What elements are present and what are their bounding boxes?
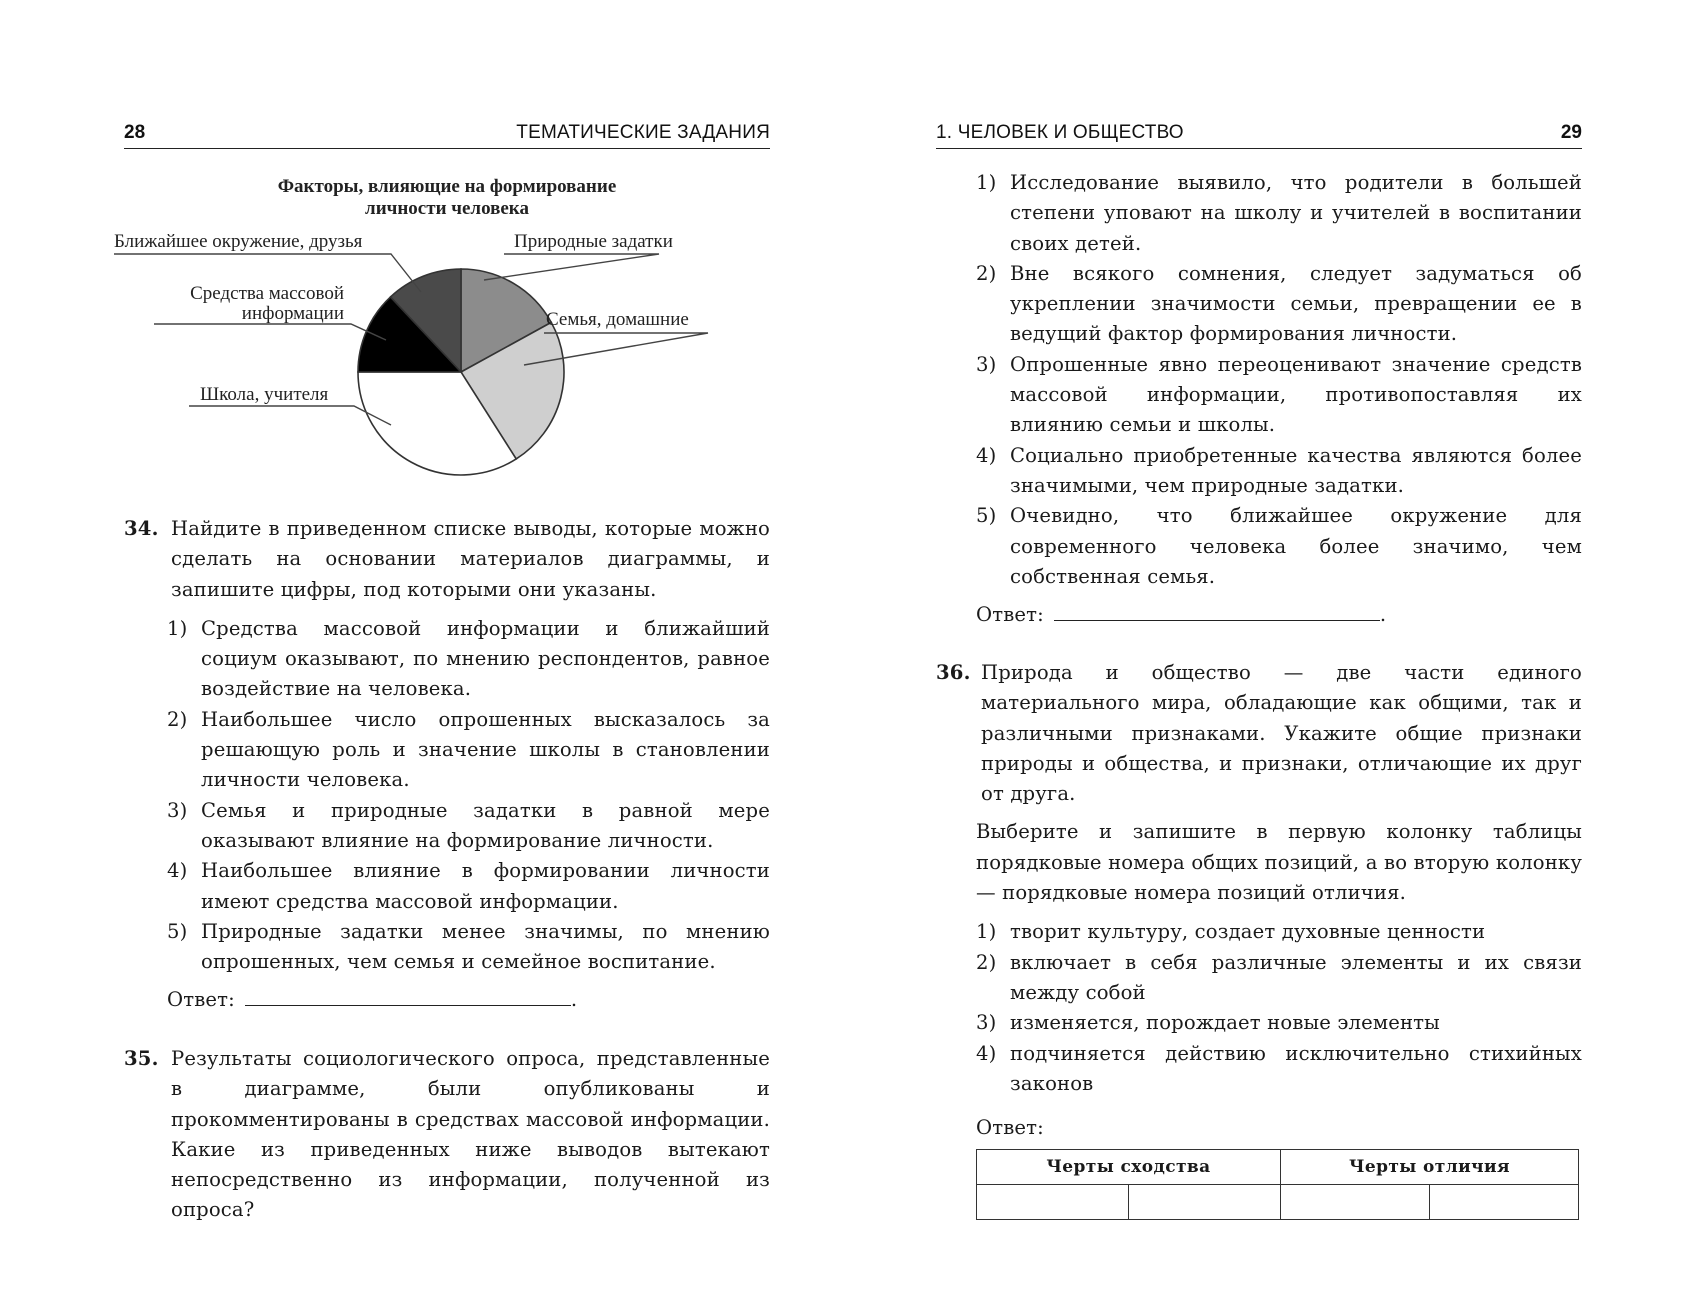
option: 5) Природные задатки менее значимы, по мнению опрошенных, чем семья и семейное воспитание. bbox=[167, 919, 770, 974]
option: 4) Наибольшее влияние в формировании личности имеют средства массовой информации. bbox=[167, 859, 770, 913]
task-36-instruction: Выберите и запишите в первую колонку таблицы порядковые номера общих позиций, а во вторую колонку — порядковые номера позиций отличия. bbox=[976, 820, 1582, 905]
label-family: Семья, домашние bbox=[546, 309, 689, 330]
option: 2) Наибольшее число опрошенных высказалось за решающую роль и значение школы в становлении личности человека. bbox=[167, 707, 770, 792]
option: 4) подчиняется действию исключительно стихийных законов bbox=[976, 1041, 1582, 1095]
page-number: 28 bbox=[124, 122, 146, 143]
task-35-answer: Ответ: . bbox=[976, 600, 1582, 630]
header-difference: Черты отличия bbox=[1280, 1150, 1578, 1185]
task-35-text: Результаты социологического опроса, представленные в диаграмме, были опубликованы и прокомментированы в средствах массовой информации. Какие из приведенных ниже выводов вытекают непосредственно из информации, полученной из опроса? bbox=[171, 1047, 770, 1222]
answer-cell[interactable] bbox=[1429, 1185, 1578, 1220]
option: 5) Очевидно, что ближайшее окружение для современного человека более значимо, чем собственная семья. bbox=[976, 504, 1582, 588]
answer-field[interactable] bbox=[1054, 600, 1380, 621]
option: 2) Вне всякого сомнения, следует задуматься об укреплении значимости семьи, превращении ее в ведущий фактор формирования личности. bbox=[976, 261, 1582, 346]
task-34-answer: Ответ: . bbox=[167, 985, 770, 1015]
answer-table bbox=[976, 1149, 1579, 1220]
label-media-1: Средства массовой bbox=[190, 283, 344, 304]
task-34-text: Найдите в приведенном списке выводы, которые можно сделать на основании материалов диаграммы, и запишите цифры, под которыми они указаны. bbox=[171, 517, 770, 601]
task-34-options bbox=[124, 614, 770, 978]
option: 3) изменяется, порождает новые элементы bbox=[976, 1011, 1440, 1035]
option: 2) включает в себя различные элементы и их связи между собой bbox=[976, 950, 1582, 1004]
running-title: 1. ЧЕЛОВЕК И ОБЩЕСТВО bbox=[936, 122, 1184, 143]
chart-title: Факторы, влияющие на формирование личности человека bbox=[277, 176, 617, 219]
label-school: Школа, учителя bbox=[200, 384, 329, 405]
running-head-left bbox=[124, 118, 770, 149]
task-36-options bbox=[936, 917, 1582, 1099]
label-media-2: информации bbox=[241, 303, 344, 324]
label-close-circle: Ближайшее окружение, друзья bbox=[114, 231, 363, 252]
answer-cell[interactable] bbox=[1280, 1185, 1429, 1220]
option: 1) творит культуру, создает духовные ценности bbox=[976, 920, 1486, 944]
task-34: 34. Найдите в приведенном списке выводы, которые можно сделать на основании материалов диаграммы, и запишите цифры, под которыми они указаны. 1) Средства массовой информации и ближайший социум оказывают, по мнению респондентов, равное воздействие на человека. 2) Наибольшее число опрошенных высказалось за решающую роль и значение школы в становлении личности человека. 3) Семья и природные задатки в равной мере оказывают влияние на формирование личности. 4) Наибольшее влияние в формировании личности имеют средства массовой информации. 5) Природные задатки менее значимы, по мнению опрошенных, чем семья и семейное воспитание. Ответ: . bbox=[124, 514, 770, 1016]
option: 1) Средства массовой информации и ближайший социум оказывают, по мнению респондентов, равное воздействие на человека. bbox=[167, 616, 770, 701]
option: 1) Исследование выявило, что родители в большей степени уповают на школу и учителей в воспитании своих детей. bbox=[976, 171, 1582, 255]
page-number: 29 bbox=[1560, 122, 1582, 143]
running-title: ТЕМАТИЧЕСКИЕ ЗАДАНИЯ bbox=[516, 122, 770, 143]
header-similarity: Черты сходства bbox=[977, 1150, 1281, 1185]
task-36: 36. Природа и общество — две части единого материального мира, обладающие как общими, так и различными признаками. Укажите общие признаки природы и общества, и признаки, отличающие их друг от друга. Выберите и запишите в первую колонку таблицы порядковые номера общих позиций, а во вторую колонку — порядковые номера позиций отличия. 1) творит культуру, создает духовные ценности 2) включает в себя различные элементы и их связи между собой 3) изменяется, порождает новые элементы 4) подчиняется действию исключительно стихийных законов Ответ: Черты сходства Черты отличия bbox=[936, 658, 1582, 1220]
option: 3) Семья и природные задатки в равной мере оказывают влияние на формирование личности. bbox=[167, 798, 770, 852]
running-head-right bbox=[936, 118, 1582, 149]
option: 4) Социально приобретенные качества являются более значимыми, чем природные задатки. bbox=[976, 443, 1582, 497]
answer-cell[interactable] bbox=[1128, 1185, 1280, 1220]
task-36-text: Природа и общество — две части единого материального мира, обладающие как общими, так и различными признаками. Укажите общие признаки природы и общества, и признаки, отличающие их друг от друга. bbox=[981, 661, 1582, 806]
task-36-answer-label: Ответ: bbox=[976, 1116, 1044, 1140]
answer-cell[interactable] bbox=[977, 1185, 1129, 1220]
label-natural: Природные задатки bbox=[514, 231, 673, 252]
answer-field[interactable] bbox=[245, 985, 571, 1006]
option: 3) Опрошенные явно переоценивают значение средств массовой информации, противопоставляя их влиянию семьи и школы. bbox=[976, 352, 1582, 437]
task-35: 35. Результаты социологического опроса, представленные в диаграмме, были опубликованы и прокомментированы в средствах массовой информации. Какие из приведенных ниже выводов вытекают непосредственно из информации, полученной из опроса? bbox=[124, 1044, 770, 1226]
task-35-options bbox=[936, 168, 1582, 630]
pie-chart bbox=[104, 225, 804, 495]
